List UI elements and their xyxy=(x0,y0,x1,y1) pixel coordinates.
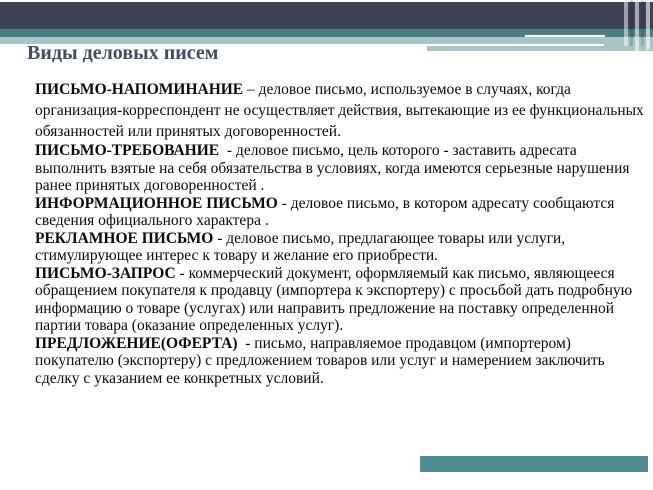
definition-paragraph xyxy=(35,142,647,195)
term-label: ПИСЬМО-НАПОМИНАНИЕ xyxy=(35,81,244,98)
corner-stripe xyxy=(630,0,633,46)
slide-body xyxy=(35,79,647,387)
definition-paragraph xyxy=(35,335,647,388)
term-label: ПИСЬМО-ТРЕБОВАНИЕ xyxy=(35,142,220,159)
term-label: ИНФОРМАЦИОННОЕ ПИСЬМО xyxy=(35,194,278,212)
definition-text: – деловое письмо, используемое в случаях, когда организация-корреспондент не осуществляет действия, вытекающие из ее функциональных обязанностей или принятых договоренностей. xyxy=(35,81,644,140)
definition-text: - деловое письмо, в котором адресату сообщаются сведения официального характера . xyxy=(35,194,615,229)
term-label: РЕКЛАМНОЕ ПИСЬМО xyxy=(35,229,214,247)
corner-stripe xyxy=(641,0,644,46)
term-label: ПРЕДЛОЖЕНИЕ(ОФЕРТА) xyxy=(35,334,238,352)
corner-stripe xyxy=(635,0,639,55)
corner-stripes-decoration xyxy=(623,0,653,56)
definition-text: - деловое письмо, предлагающее товары или услуги, стимулирующее интерес к товару и желание его приобрести. xyxy=(35,229,566,264)
term-label: ПИСЬМО-ЗАПРОС xyxy=(35,264,176,282)
definition-text: - письмо, направляемое продавцом (импортером) покупателю (экспортеру) с предложением товаров или услуг и намерением заключить сделку с указанием ее конкретных условий. xyxy=(35,334,605,387)
definition-paragraph xyxy=(35,79,647,142)
definition-text: - коммерческий документ, оформляемый как письмо, являющееся обращением покупателя к продавцу (импортера к экспортеру) с просьбой дать подробную информацию о товаре (услугах) или направить предложение на поставку определенной партии товара (оказание определенных услуг). xyxy=(35,264,633,334)
slide-title: Виды деловых писем xyxy=(27,42,219,64)
header-white-gap-line xyxy=(525,35,605,37)
corner-stripe xyxy=(646,0,650,50)
bottom-accent-bar xyxy=(420,456,648,472)
definition-paragraph xyxy=(35,265,647,335)
header-white-gap-line xyxy=(427,44,604,46)
header-bar-dark xyxy=(0,2,653,29)
definition-paragraph xyxy=(35,230,647,265)
definition-paragraph xyxy=(35,195,647,230)
corner-stripe xyxy=(624,0,628,46)
definition-text: - деловое письмо, цель которого - заставить адресата выполнить взятые на себя обязательства в условиях, когда имеются серьезные нарушения ранее принятых договоренностей . xyxy=(35,142,630,194)
